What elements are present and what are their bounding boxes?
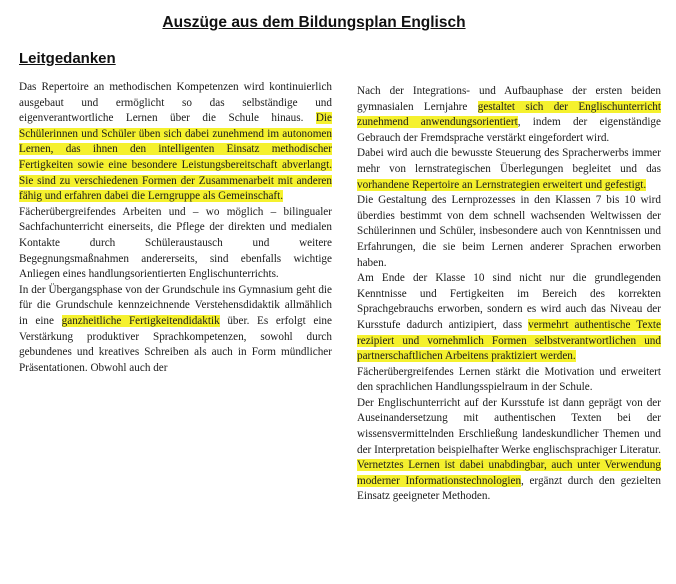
paragraph [357,146,661,193]
paragraph: Der Englischunterricht auf der Kursstufe ist dann geprägt von der Auseinandersetzung mit authentischen Texten bei der wissensvermittelnden Erschließung landeskundlicher Themen und der Interpretation beispielhafter Werke englischsprachiger Literatur. [357,396,661,456]
paragraph: Die Gestaltung des Lernprozesses in den Klassen 7 bis 10 wird überdies bestimmt von dem schnell wachsenden Weltwissen der Schülerinnen und Schüler, insbesondere auch von Kenntnissen und Erfahrungen, die sie beim Lernen anderer Sprachen erworben haben. [357,194,661,269]
highlighted-text: gestaltet sich der Englischunterricht zunehmend anwendungsorientiert [357,100,661,129]
highlighted-text: Vernetztes Lernen ist dabei unabdingbar, auch unter Verwendung moderner Informationstechnologien [357,459,661,487]
paragraph: Fächerübergreifendes Arbeiten und – wo möglich – bilingualer Sachfachunterricht einerseits, die Pflege der direkten und medialen Kontakte durch Schüleraustausch und weitere Begegnungsmaßnahmen andererseits, sind ebenfalls wichtige Anliegen eines handlungsorientierten Englischunterrichts. [19,205,332,281]
paragraph [19,283,332,377]
text-segment: Nach der Integrations- und Aufbauphase der ersten beiden gymnasialen Lernjahre [357,85,661,113]
text-segment: über. Es erfolgt eine Verstärkung produktiver Sprachkompetenzen, sowohl durch gebundenes und kreatives Schreiben als auch in Form mündlicher Präsentationen. Obwohl auch der [19,314,332,374]
left-column [19,80,332,376]
highlighted-text: vorhandene Repertoire an Lernstrategien erweitert und gefestigt. [357,178,647,191]
text-segment: Am Ende der Klasse 10 sind nicht nur die grundlegenden Kenntnisse und Fertigkeiten im Bereich des korrekten Sprachgebrauchs erworben, sondern es wird auch das Niveau der Kursstufe dadurch antizipiert, dass [357,272,661,331]
text-segment: Dabei wird auch die bewusste Steuerung des Spracherwerbs immer mehr von lernstrategischen Überlegungen begleitet und das [357,147,661,175]
section-heading: Leitgedanken [19,50,116,67]
text-segment: In der Übergangsphase von der Grundschule ins Gymnasium geht die für die Grundschule kennzeichnende Verstehensdidaktik allmählich in eine [19,283,332,327]
highlighted-text: Die Schülerinnen und Schüler üben sich dabei zunehmend im autonomen Lernen, das ihnen den intelligenten Einsatz methodischer Fertigkeiten sowie eine besondere Leistungsbereitschaft abverlangt. Sie sind zu verschiedenen Formen der Zusammenarbeit mit anderen fähig und erfahren dabei die Lerngruppe als Gemeinschaft. [19,112,332,203]
right-column [357,84,661,505]
text-segment: Das Repertoire an methodischen Kompetenzen wird kontinuierlich ausgebaut und ermöglicht so das selbständige und eigenverantwortliche Lernen über die Schule hinaus. [19,81,332,125]
highlighted-text: ganzheitliche Fertigkeitendidaktik [61,314,220,327]
text-segment: , indem der eigenständige Gebrauch der Fremdsprache verstärkt eingefordert wird. [357,116,661,144]
text-segment: , ergänzt durch den gezielten Einsatz geeigneter Methoden. [357,474,661,503]
paragraph [19,80,332,205]
paragraph [357,271,661,365]
paragraph [357,84,661,146]
highlighted-text: vermehrt authentische Texte rezipiert und vornehmlich Formen selbstverantwortlichen und partnerschaftlichen Arbeitens praktiziert werden. [357,318,661,363]
page-title: Auszüge aus dem Bildungsplan Englisch [162,14,466,31]
paragraph: Fächerübergreifendes Lernen stärkt die Motivation und erweitert den sprachlichen Handlungsspielraum in der Schule. [357,365,661,394]
paragraph [357,458,661,505]
